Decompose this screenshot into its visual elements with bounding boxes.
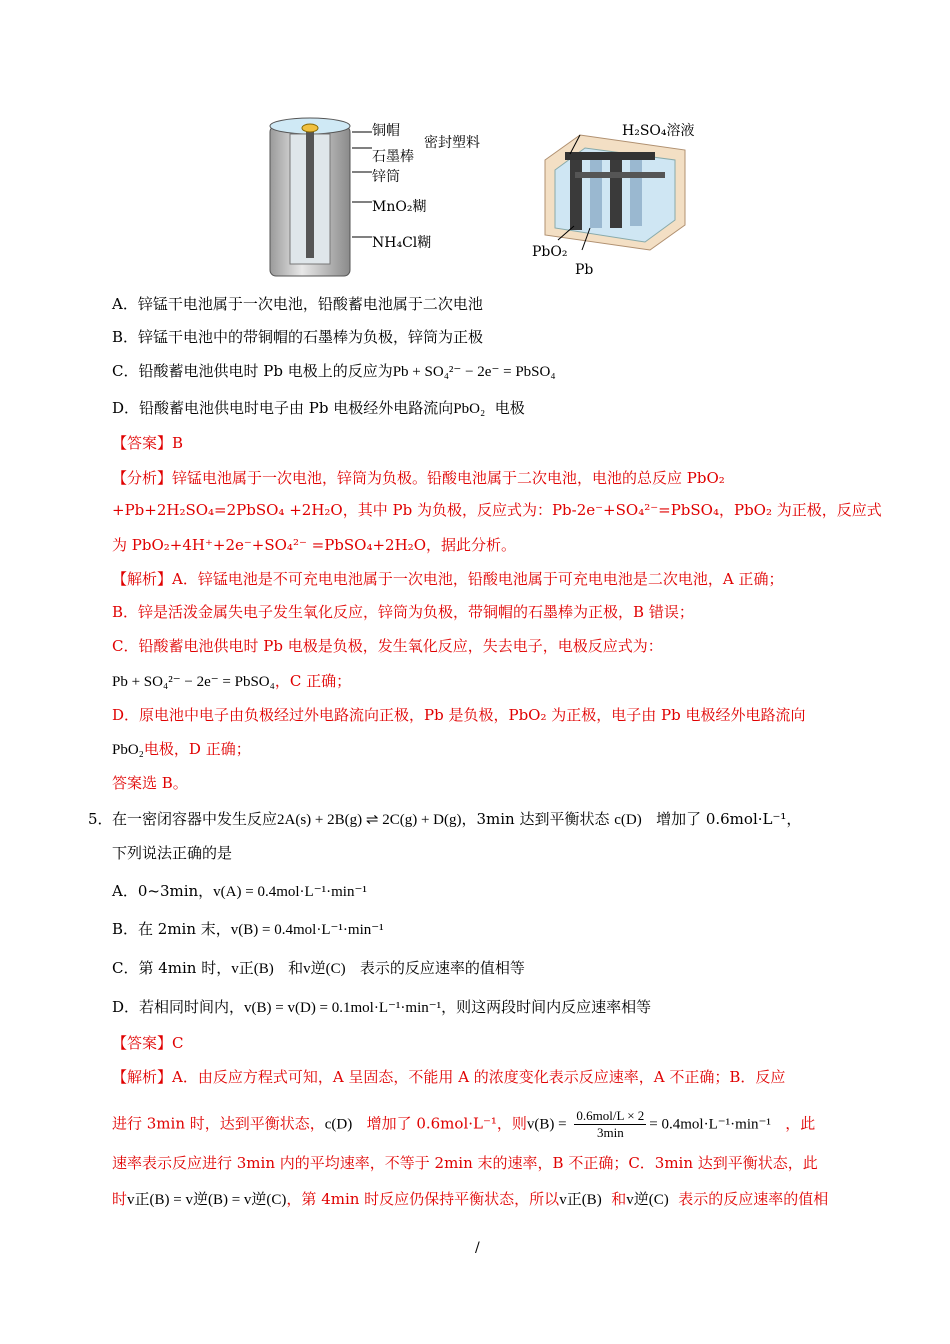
q5-stem-1-d: 增加了 0.6mol·L⁻¹， [656, 810, 802, 828]
lead-acid-battery-diagram [540, 130, 690, 255]
label-mno2: MnO₂糊 [372, 199, 427, 215]
q4-option-c [112, 360, 556, 383]
label-pbo2: PbO₂ [532, 244, 568, 260]
label-pb: Pb [575, 262, 594, 278]
q5-option-b-text: B．在 2min 末， [112, 920, 231, 938]
q5-stem-1-a: 在一密闭容器中发生反应 [112, 810, 278, 828]
q4-analysis-1: 【分析】锌锰电池属于一次电池，锌筒为负极。铅酸电池属于二次电池，电池的总反应 PbO₂ [112, 469, 725, 487]
q4-explanation-4-post: ，C 正确； [274, 672, 352, 690]
q5-explanation-1: 【解析】A．由反应方程式可知，A 呈固态，不能用 A 的浓度变化表示反应速率，A 不正确；B．反应 [112, 1068, 786, 1086]
q5-explanation-4-and: 和 [611, 1190, 627, 1208]
q4-explanation-1: 【解析】A．锌锰电池是不可充电电池属于一次电池，铅酸电池属于可充电电池是二次电池，A 正确； [112, 570, 784, 588]
q5-fraction-denominator: 3min [596, 1125, 624, 1140]
label-nh4cl: NH₄Cl糊 [372, 235, 432, 251]
q5-stem-1-c: c(D) [614, 812, 642, 828]
label-seal: 密封塑料 [424, 135, 480, 151]
q5-explanation-4-equation: v正(B) = v逆(B) = v逆(C) [127, 1192, 287, 1208]
q4-option-d-text: D．铅酸蓄电池供电时电子由 Pb 电极经外电路流向 [112, 399, 454, 417]
q5-stem-2: 下列说法正确的是 [112, 844, 233, 862]
q5-explanation-2 [112, 1108, 815, 1141]
q5-explanation-4-v2: v逆(C) [626, 1192, 669, 1208]
q5-option-c [112, 957, 525, 980]
q5-option-b [112, 918, 384, 941]
q5-option-d [112, 996, 651, 1019]
q5-option-b-equation: v(B) = 0.4mol·L⁻¹·min⁻¹ [230, 922, 384, 938]
q5-explanation-2-b: 增加了 0.6mol·L⁻¹，则 [366, 1114, 527, 1133]
q4-analysis-3: 为 PbO₂+4H⁺+2e⁻+SO₄²⁻ =PbSO₄+2H₂O，据此分析。 [112, 536, 516, 554]
q5-option-c-post: 表示的反应速率的值相等 [359, 959, 525, 977]
q5-explanation-4-v1: v正(B) [559, 1192, 602, 1208]
q4-explanation-5: D．原电池中电子由负极经过外电路流向正极，Pb 是负极，PbO₂ 为正极，电子由 Pb 电极经外电路流向 [112, 706, 806, 724]
q5-option-c-and: 和 [288, 959, 304, 977]
q5-option-a-equation: v(A) = 0.4mol·L⁻¹·min⁻¹ [213, 884, 367, 900]
q5-fraction-numerator: 0.6mol/L × 2 [576, 1108, 645, 1123]
label-cap: 铜帽 [372, 123, 400, 139]
q4-explanation-6-chem: PbO₂ [112, 742, 144, 758]
q5-explanation-2-eq-left: v(B) = [526, 1116, 567, 1133]
q4-option-a: A．锌锰干电池属于一次电池，铅酸蓄电池属于二次电池 [112, 295, 483, 313]
q5-option-a [112, 880, 367, 903]
q5-explanation-4-post: 表示的反应速率的值相 [678, 1190, 829, 1208]
q4-option-d-post: 电极 [494, 399, 525, 417]
q5-option-d-equation: v(B) = v(D) = 0.1mol·L⁻¹·min⁻¹ [244, 1000, 442, 1016]
q5-option-c-text: C．第 4min 时， [112, 959, 232, 977]
q5-option-c-v1: v正(B) [231, 961, 274, 977]
q5-option-d-text: D．若相同时间内， [112, 998, 245, 1016]
q5-explanation-2-c: c(D) [324, 1116, 353, 1133]
page-footer: / [475, 1240, 480, 1256]
q5-reaction-equation: 2A(s) + 2B(g) ⇌ 2C(g) + D(g) [277, 812, 462, 828]
q5-explanation-2-post: ，此 [785, 1114, 816, 1133]
q4-option-c-text: C．铅酸蓄电池供电时 Pb 电极上的反应为 [112, 362, 393, 380]
q5-answer: 【答案】C [112, 1034, 184, 1052]
q4-explanation-2: B．锌是活泼金属失电子发生氧化反应，锌筒为负极，带铜帽的石墨棒为正极，B 错误； [112, 603, 694, 621]
q4-explanation-6-post: 电极，D 正确； [143, 740, 251, 758]
q5-fraction [574, 1108, 646, 1141]
q4-option-d-chem: PbO₂ [453, 401, 486, 417]
q5-stem-1 [112, 808, 801, 831]
q4-explanation-4 [112, 670, 351, 693]
q5-option-c-v2: v逆(C) [303, 961, 346, 977]
q5-option-a-text: A．0~3min， [112, 882, 214, 900]
q4-explanation-6 [112, 738, 251, 761]
q5-explanation-2-a: 进行 3min 时，达到平衡状态， [112, 1114, 325, 1133]
q4-explanation-4-equation: Pb + SO₄²⁻ − 2e⁻ = PbSO₄ [112, 674, 275, 690]
label-rod: 石墨棒 [372, 149, 414, 165]
q4-answer: 【答案】B [112, 434, 184, 452]
label-can: 锌筒 [372, 169, 400, 185]
q5-explanation-4 [112, 1188, 828, 1211]
q5-number: 5． [88, 810, 113, 828]
q5-explanation-4-a: 时 [112, 1190, 128, 1208]
q5-stem-1-b: ，3min 达到平衡状态 [461, 810, 610, 828]
q5-explanation-3: 速率表示反应进行 3min 内的平均速率，不等于 2min 末的速率，B 不正确；C．3min 达到平衡状态，此 [112, 1154, 818, 1172]
q4-option-c-equation: Pb + SO₄²⁻ − 2e⁻ = PbSO₄ [392, 364, 556, 380]
q5-explanation-4-b: ，第 4min 时反应仍保持平衡状态，所以 [286, 1190, 560, 1208]
q5-explanation-2-eq-right: = 0.4mol·L⁻¹·min⁻¹ [649, 1116, 771, 1133]
q4-final-answer: 答案选 B。 [112, 774, 188, 792]
q5-option-d-post: ，则这两段时间内反应速率相等 [441, 998, 652, 1016]
label-solution: H₂SO₄溶液 [622, 123, 695, 139]
q4-analysis-2: +Pb+2H₂SO₄=2PbSO₄ +2H₂O，其中 Pb 为负极，反应式为：Pb-2e⁻+SO₄²⁻=PbSO₄，PbO₂ 为正极，反应式 [112, 501, 882, 519]
q4-option-d [112, 397, 525, 420]
q4-explanation-3: C．铅酸蓄电池供电时 Pb 电极是负极，发生氧化反应，失去电子，电极反应式为： [112, 637, 663, 655]
q4-option-b: B．锌锰干电池中的带铜帽的石墨棒为负极，锌筒为正极 [112, 328, 484, 346]
